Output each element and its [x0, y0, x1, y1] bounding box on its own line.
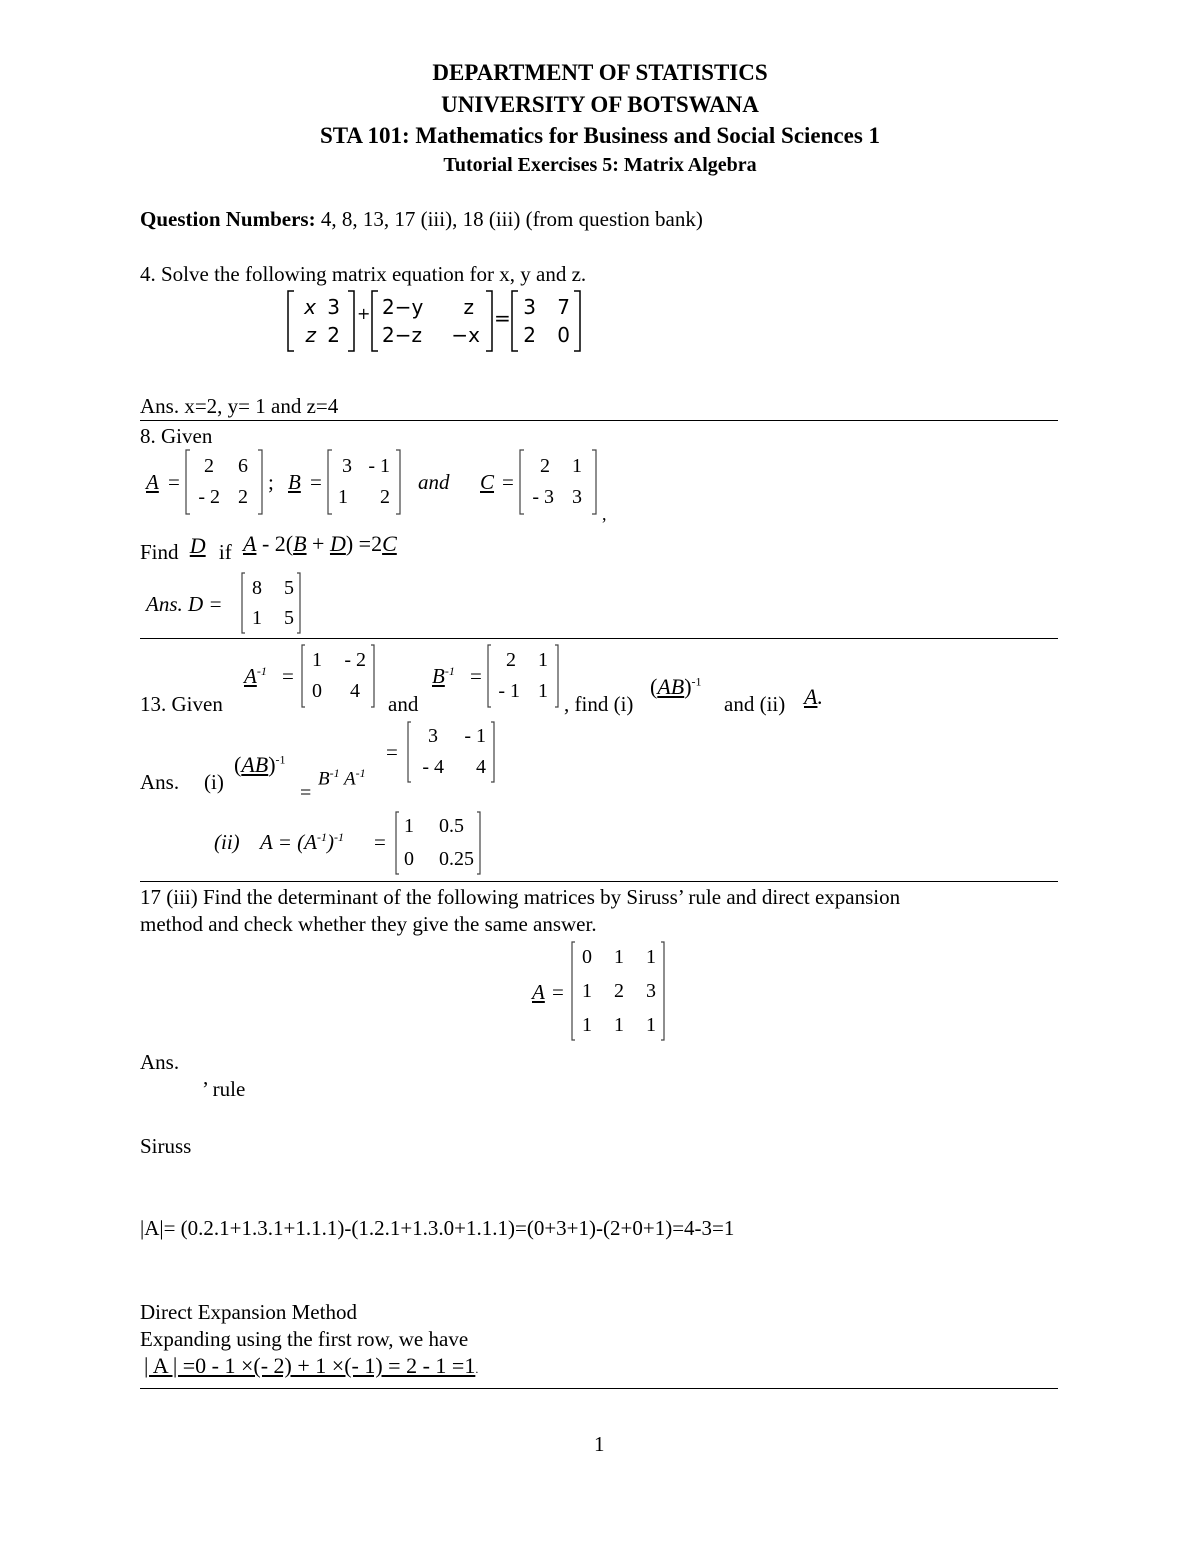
q8-matrix-b	[326, 448, 402, 516]
q4-matrix-1	[286, 290, 356, 352]
q13-answer-matrix-2	[394, 810, 482, 876]
divider	[140, 1388, 1058, 1389]
divider	[140, 420, 1058, 421]
q8-equals-c: =	[502, 470, 514, 494]
q13-equals-a: =	[282, 664, 294, 688]
matrix-cell: 3	[428, 725, 438, 747]
matrix-cell: 2	[523, 323, 536, 347]
q13-answer-ii: (ii)	[214, 830, 240, 854]
matrix-cell: 1	[312, 649, 322, 671]
matrix-cell: 1	[646, 1014, 656, 1036]
matrix-cell: 0	[557, 323, 570, 347]
matrix-cell: 2	[614, 980, 624, 1002]
q8-matrix-a	[184, 448, 264, 516]
matrix-cell: 2	[540, 455, 550, 477]
q8-matrix-c	[518, 448, 598, 516]
q8-find: Find	[140, 540, 179, 564]
q8-comma: ,	[602, 504, 607, 524]
matrix-cell: x	[304, 295, 316, 319]
matrix-cell: - 1	[464, 725, 486, 747]
q13-a: A.	[804, 684, 823, 709]
q8-equals-a: =	[168, 470, 180, 494]
q17-direct-desc: Expanding using the first row, we have	[140, 1327, 469, 1351]
department-title: DEPARTMENT OF STATISTICS	[432, 60, 768, 85]
matrix-cell: 1	[252, 607, 262, 629]
q8-and: and	[418, 470, 450, 494]
q17-prompt-line-1: 17 (iii) Find the determinant of the following matrices by Siruss’ rule and direct expansion	[140, 885, 901, 909]
q8-given: 8. Given	[140, 424, 213, 448]
q13-answer-equals-2: =	[386, 740, 398, 764]
q4-answer: Ans. x=2, y= 1 and z=4	[140, 394, 339, 418]
matrix-cell: 0.25	[439, 848, 474, 870]
matrix-cell: 2−y	[382, 295, 424, 319]
q17-a-label: A	[532, 980, 545, 1004]
matrix-cell: - 2	[344, 649, 366, 671]
course-title: STA 101: Mathematics for Business and Social Sciences 1	[319, 123, 881, 148]
q13-answer-equals-3: =	[374, 830, 386, 854]
divider	[140, 881, 1058, 882]
matrix-cell: 2	[204, 455, 214, 477]
page-number: 1	[594, 1432, 605, 1456]
matrix-cell: 1	[538, 649, 548, 671]
matrix-cell: 2	[327, 323, 340, 347]
matrix-cell: 2	[238, 486, 248, 508]
q13-answer-i: (i)	[204, 770, 224, 794]
q4-prompt: 4. Solve the following matrix equation for x, y and z.	[140, 262, 587, 286]
q13-given: 13. Given	[140, 692, 223, 716]
matrix-cell: - 2	[198, 486, 220, 508]
matrix-cell: 2	[506, 649, 516, 671]
q8-answer-label: Ans. D =	[146, 592, 223, 616]
q8-a-label: A	[146, 470, 159, 494]
matrix-cell: 4	[350, 680, 360, 702]
q13-matrix-a-inverse	[300, 643, 376, 709]
q17-matrix-a	[570, 940, 666, 1042]
q8-if: if	[218, 540, 232, 564]
matrix-cell: - 4	[422, 756, 444, 778]
matrix-cell: −x	[451, 323, 480, 347]
matrix-cell: - 3	[532, 486, 554, 508]
question-numbers-text: 4, 8, 13, 17 (iii), 18 (iii) (from question bank)	[315, 207, 703, 231]
university-title: UNIVERSITY OF BOTSWANA	[441, 92, 759, 117]
q17-equals: =	[552, 980, 564, 1004]
q8-b-label: B	[288, 470, 301, 494]
matrix-cell: 3	[572, 486, 582, 508]
matrix-cell: 3	[342, 455, 352, 477]
q13-ab-inverse: (AB)$^{-1}$	[650, 674, 702, 699]
q4-plus: +	[357, 304, 371, 323]
q17-siruss-calc: |A|= (0.2.1+1.3.1+1.1.1)-(1.2.1+1.3.0+1.1.1)=(0+3+1)-(2+0+1)=4-3=1	[140, 1216, 735, 1240]
q13-answer-ab-inverse: (AB)$^{-1}$	[234, 752, 286, 777]
matrix-cell: 1	[538, 680, 548, 702]
q13-answer-matrix-1	[406, 720, 496, 784]
q8-equals-b: =	[310, 470, 322, 494]
matrix-cell: - 1	[368, 455, 390, 477]
q13-matrix-b-inverse	[486, 643, 560, 709]
matrix-cell: 1	[572, 455, 582, 477]
q17-direct-title: Direct Expansion Method	[140, 1300, 357, 1324]
q13-answer-ii-expr: $A = (A^{-1})^{-1}$	[260, 830, 344, 854]
matrix-cell: 1	[614, 1014, 624, 1036]
q8-answer-matrix	[240, 571, 302, 635]
q8-d-label: D	[189, 533, 206, 558]
question-numbers-label: Question Numbers:	[140, 207, 316, 231]
q13-and-ii: and (ii)	[724, 692, 786, 716]
q8-c-label: C	[480, 470, 495, 494]
question-numbers-line	[140, 207, 703, 231]
matrix-cell: - 1	[498, 680, 520, 702]
matrix-cell: 5	[284, 607, 294, 629]
matrix-cell: 1	[614, 946, 624, 968]
matrix-cell: 1	[338, 486, 348, 508]
q13-answer-label: Ans.	[140, 770, 180, 794]
q13-b-inverse-label: $B^{-1}$	[432, 664, 455, 688]
matrix-cell: 0	[312, 680, 322, 702]
q17-direct-calc: | A | =0 - 1 ×(- 2) + 1 ×(- 1) = 2 - 1 =1.	[144, 1353, 479, 1378]
q8-find-line	[140, 531, 397, 564]
q13-answer-product: $B^{-1}$ $A^{-1}$	[318, 766, 366, 790]
matrix-cell: 1	[582, 1014, 592, 1036]
q4-matrix-2	[370, 290, 494, 352]
matrix-cell: 5	[284, 577, 294, 599]
matrix-cell: 1	[582, 980, 592, 1002]
q13-and: and	[388, 692, 419, 716]
matrix-cell: 3	[523, 295, 536, 319]
matrix-cell: z	[305, 323, 316, 347]
q17-rule-text: ’ rule	[202, 1077, 246, 1101]
matrix-cell: 2−z	[382, 323, 422, 347]
q13-find: , find (i)	[564, 692, 634, 716]
q8-separator: ;	[268, 470, 274, 494]
q17-prompt-line-2: method and check whether they give the same answer.	[140, 912, 597, 936]
divider	[140, 638, 1058, 639]
matrix-cell: 3	[646, 980, 656, 1002]
q13-equals-b: =	[470, 664, 482, 688]
matrix-cell: 0	[404, 848, 414, 870]
matrix-cell: 3	[327, 295, 340, 319]
matrix-cell: z	[463, 295, 474, 319]
matrix-cell: 8	[252, 577, 262, 599]
matrix-cell: 0	[582, 946, 592, 968]
q13-a-inverse-label: $A^{-1}$	[244, 664, 267, 688]
tutorial-title: Tutorial Exercises 5: Matrix Algebra	[443, 154, 757, 176]
q17-answer-label: Ans.	[140, 1050, 180, 1074]
matrix-cell: 4	[476, 756, 486, 778]
matrix-cell: 2	[380, 486, 390, 508]
matrix-cell: 1	[404, 815, 414, 837]
matrix-cell: 0.5	[439, 815, 464, 837]
q17-siruss-title: Siruss	[140, 1134, 192, 1158]
matrix-cell: 6	[238, 455, 248, 477]
q4-equals: =	[494, 306, 511, 330]
q4-matrix-3	[510, 290, 582, 352]
matrix-cell: 1	[646, 946, 656, 968]
matrix-cell: 7	[557, 295, 570, 319]
q13-answer-equals-1: =	[300, 782, 312, 804]
q8-expression: A - 2(B + D) =2C	[242, 531, 397, 556]
